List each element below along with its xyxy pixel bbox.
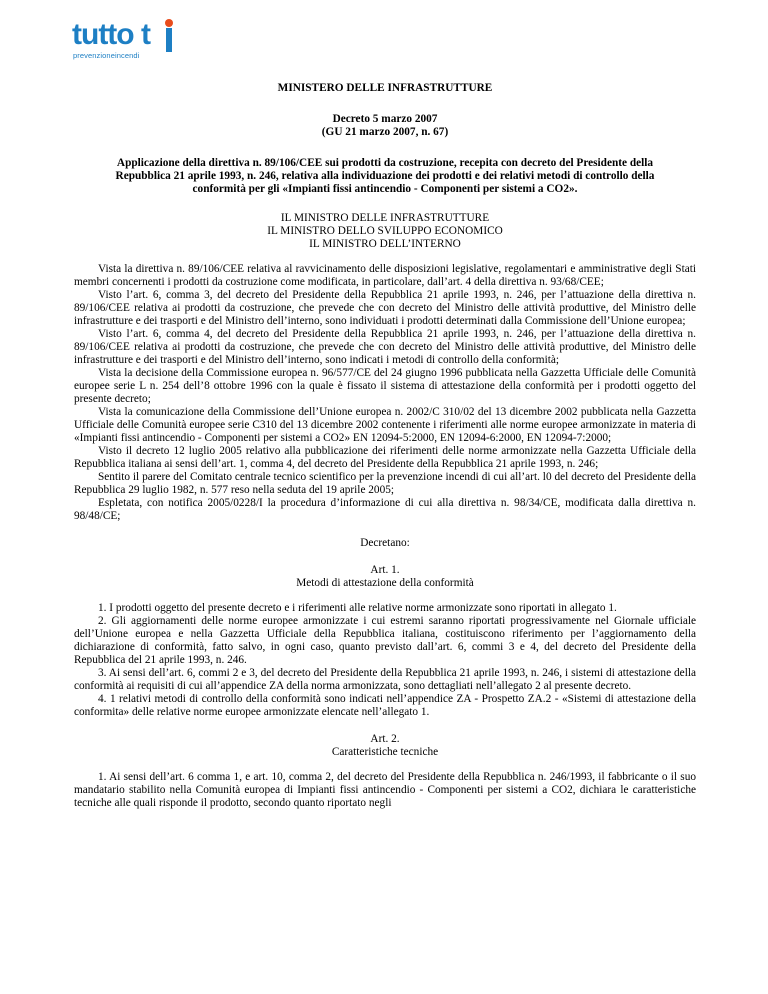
preamble-paragraph: Vista la direttiva n. 89/106/CEE relativa al ravvicinamento delle disposizioni legislative, regolamentari e amministrative degli Stati membri concernenti i prodotti da costruzione come modificata, in particolare, dall’art. 4 della direttiva n. 93/68/CEE;: [74, 263, 696, 288]
preamble-paragraph: Visto il decreto 12 luglio 2005 relativo alla pubblicazione dei riferimenti delle norme armonizzate nella Gazzetta Ufficiale della Repubblica italiana ai sensi dell’art. 1, comma 4, del decreto del Presidente della Repubblica 21 aprile 1993, n. 246;: [74, 445, 696, 470]
logo-subtitle: prevenzioneincendi: [73, 51, 140, 60]
article-1-number: Art. 1.: [370, 564, 400, 576]
article-1-paragraph: 1. I prodotti oggetto del presente decreto e i riferimenti alle relative norme armonizzate sono riportati in allegato 1.: [98, 602, 617, 614]
article-1-heading: [74, 564, 696, 590]
preamble-paragraph: Sentito il parere del Comitato centrale tecnico scientifico per la prevenzione incendi di cui all’art. l0 del decreto del Presidente della Repubblica 29 luglio 1982, n. 577 reso nella seduta del 19 aprile 2005;: [74, 471, 696, 496]
logo-text-i: [134, 18, 141, 51]
preamble-paragraph: Espletata, con notifica 2005/0228/I la procedura d’informazione di cui alla direttiva n. 98/34/CE, modificata dalla direttiva n. 98/48/CE;: [74, 497, 696, 522]
document-body: [74, 82, 696, 810]
decree-date: Decreto 5 marzo 2007: [332, 113, 438, 125]
article-1-paragraph: 2. Gli aggiornamenti delle norme europee armonizzate i cui estremi saranno riportati progressivamente nel Giornale ufficiale dell’Unione europea e nella Gazzetta Ufficiale della Repubblica italiana, costituiscono riferimento per l’aggiornamento della dichiarazione di conformità, fatto salvo, in ogni caso, quanto previsto dall’art. 6, commi 3 e 4, del decreto del Presidente della Repubblica del 21 aprile 1993, n. 246.: [74, 615, 696, 666]
logo-wordmark: [72, 20, 150, 50]
article-2-title: Caratteristiche tecniche: [331, 746, 439, 758]
decretano-heading: Decretano:: [360, 537, 410, 549]
logo-text-t: t: [140, 18, 150, 51]
article-2-body: [74, 771, 696, 810]
minister-interno: IL MINISTRO DELL’INTERNO: [309, 238, 461, 250]
logo-i-dot: [165, 19, 173, 27]
preamble-paragraph: Visto l’art. 6, comma 4, del decreto del Presidente della Repubblica 21 aprile 1993, n. 246, per l’attuazione della direttiva n. 89/106/CEE relativa ai prodotti da costruzione, che prevede che con decreto del Ministro delle attività produttive, del Ministro delle infrastrutture e dei trasporti e del Ministro dell’interno, sono indicati i metodi di controllo della conformità;: [74, 328, 696, 366]
preamble: [74, 263, 696, 523]
decree-title: Applicazione della direttiva n. 89/106/CEE sui prodotti da costruzione, recepita con decreto del Presidente della Repubblica 21 aprile 1993, n. 246, relativa alla individuazione dei prodotti e dei relativi metodi di controllo della conformità per gli «Impianti fissi antincendio - Componenti per sistemi a CO2».: [115, 157, 655, 195]
article-1-paragraph: 4. 1 relativi metodi di controllo della conformità sono indicati nell’appendice ZA - Prospetto ZA.2 - «Sistemi di attestazione della conformita» delle relative norme europee armonizzate elencate nell’allegato 1.: [74, 693, 696, 718]
preamble-paragraph: Vista la comunicazione della Commissione dell’Unione europea n. 2002/C 310/02 del 13 dicembre 2002 pubblicata nella Gazzetta Ufficiale delle Comunità europee serie C310 del 13 dicembre 2002 contenente i riferimenti alle norme europee armonizzate in materia di «Impianti fissi antincendio - Componenti per sistemi a CO2» EN 12094-5:2000, EN 12094-6:2000, EN 12094-7:2000;: [74, 406, 696, 444]
gazette-reference: (GU 21 marzo 2007, n. 67): [321, 126, 449, 138]
article-2-number: Art. 2.: [370, 733, 400, 745]
article-2-paragraph: 1. Ai sensi dell’art. 6 comma 1, e art. 10, comma 2, del decreto del Presidente della Repubblica n. 246/1993, il fabbricante o il suo mandatario stabilito nella Comunità europea di Impianti fissi antincendio - Componenti per sistemi a CO2, dichiara le caratteristiche tecniche alle quali risponde il prodotto, secondo quanto riportato negli: [74, 771, 696, 809]
article-1-title: Metodi di attestazione della conformità: [296, 577, 474, 589]
preamble-paragraph: Vista la decisione della Commissione europea n. 96/577/CE del 24 giugno 1996 pubblicata nella Gazzetta Ufficiale delle Comunità europee serie L n. 254 dell’8 ottobre 1996 con la quale è fissato il sistema di attestazione della conformità per i prodotti oggetto del presente decreto;: [74, 367, 696, 405]
minister-infrastrutture: IL MINISTRO DELLE INFRASTRUTTURE: [280, 212, 490, 224]
tuttoit-logo: [72, 20, 192, 70]
logo-text: tutto: [72, 18, 134, 51]
article-1-paragraph: 3. Ai sensi dell’art. 6, commi 2 e 3, del decreto del Presidente della Repubblica 21 aprile 1993, n. 246, i sistemi di attestazione della conformità ai requisiti di cui all’appendice ZA della norma armonizzata, sono dettagliati nell’allegato 2 al presente decreto.: [74, 667, 696, 692]
preamble-paragraph: Visto l’art. 6, comma 3, del decreto del Presidente della Repubblica 21 aprile 1993, n. 246, per l’attuazione della direttiva n. 89/106/CEE relativa ai prodotti da costruzione, che prevede che con decreto del Ministro delle attività produttive, del Ministro delle infrastrutture e dei trasporti e del Ministro dell’interno, sono individuati i prodotti determinati dalla Commissione dell’Unione europea;: [74, 289, 696, 327]
article-1-body: [74, 602, 696, 719]
article-2-heading: [74, 733, 696, 759]
minister-sviluppo-economico: IL MINISTRO DELLO SVILUPPO ECONOMICO: [267, 225, 503, 237]
ministers-block: [74, 212, 696, 251]
logo-i-stem: [166, 28, 172, 52]
ministry-heading: MINISTERO DELLE INFRASTRUTTURE: [277, 82, 493, 94]
